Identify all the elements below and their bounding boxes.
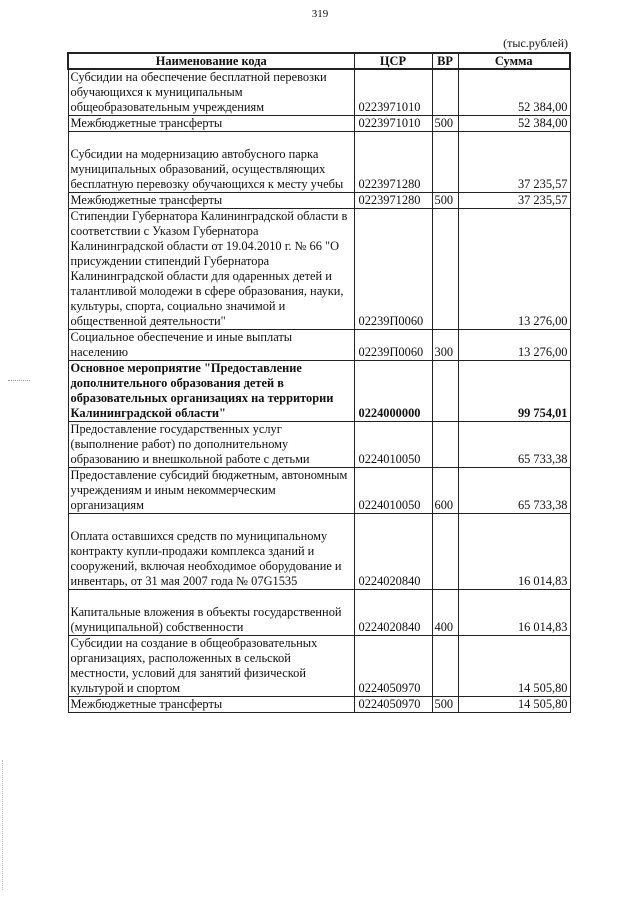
header-vr: ВР <box>432 53 458 69</box>
table-row <box>68 209 570 330</box>
row-csr-code: 0223971280 <box>354 193 432 209</box>
row-name: Основное мероприятие "Предоставление дополнительного образования детей в образовательных организациях на территории Калининградской области" <box>68 361 354 422</box>
row-csr-code: 0223971010 <box>354 69 432 116</box>
header-name: Наименование кода <box>68 53 354 69</box>
row-sum: 13 276,00 <box>458 209 570 330</box>
row-name: Межбюджетные трансферты <box>68 116 354 132</box>
row-vr-code <box>432 69 458 116</box>
row-sum: 65 733,38 <box>458 468 570 514</box>
units-label: (тыс.рублей) <box>503 36 568 50</box>
budget-table <box>67 52 571 713</box>
row-name: Оплата оставшихся средств по муниципальному контракту купли-продажи комплекса зданий и сооружений, включая необходимое оборудование и инвентарь, от 31 мая 2007 года № 07G1535 <box>68 514 354 590</box>
row-vr-code: 500 <box>432 193 458 209</box>
page-number: 319 <box>311 8 329 20</box>
row-sum: 13 276,00 <box>458 330 570 361</box>
row-csr-code: 0224050970 <box>354 697 432 713</box>
row-csr-code: 02239П0060 <box>354 209 432 330</box>
table-header-row <box>68 53 570 69</box>
row-csr-code: 0224000000 <box>354 361 432 422</box>
row-csr-code: 0223971280 <box>354 132 432 193</box>
row-vr-code <box>432 422 458 468</box>
row-sum: 14 505,80 <box>458 636 570 697</box>
row-sum: 14 505,80 <box>458 697 570 713</box>
row-csr-code: 0224020840 <box>354 514 432 590</box>
row-name: Капитальные вложения в объекты государственной (муниципальной) собственности <box>68 590 354 636</box>
row-csr-code: 0224010050 <box>354 422 432 468</box>
table-row <box>68 69 570 116</box>
table-row <box>68 132 570 193</box>
row-name: Межбюджетные трансферты <box>68 697 354 713</box>
row-name: Субсидии на обеспечение бесплатной перевозки обучающихся к муниципальным общеобразовательным учреждениям <box>68 69 354 116</box>
scan-edge-mark <box>2 760 15 890</box>
header-sum: Сумма <box>458 53 570 69</box>
row-name: Социальное обеспечение и иные выплаты населению <box>68 330 354 361</box>
row-name: Субсидии на создание в общеобразовательных организациях, расположенных в сельской местности, условий для занятий физической культурой и спортом <box>68 636 354 697</box>
row-vr-code <box>432 636 458 697</box>
row-csr-code: 0224020840 <box>354 590 432 636</box>
row-vr-code <box>432 361 458 422</box>
table-row <box>68 116 570 132</box>
table-row <box>68 468 570 514</box>
row-vr-code <box>432 514 458 590</box>
row-name: Стипендии Губернатора Калининградской области в соответствии с Указом Губернатора Калининградской области от 19.04.2010 г. № 66 "О присуждении стипендий Губернатора Калининградской области для одаренных детей и талантливой молодежи в сфере образования, науки, культуры, спорта, социально значимой и общественной деятельности" <box>68 209 354 330</box>
row-sum: 16 014,83 <box>458 590 570 636</box>
row-vr-code: 600 <box>432 468 458 514</box>
table-row <box>68 422 570 468</box>
header-csr: ЦСР <box>354 53 432 69</box>
table-body <box>68 69 570 713</box>
row-sum: 99 754,01 <box>458 361 570 422</box>
row-csr-code: 0224050970 <box>354 636 432 697</box>
table-row <box>68 193 570 209</box>
row-name: Межбюджетные трансферты <box>68 193 354 209</box>
margin-mark <box>8 380 30 381</box>
table-row <box>68 514 570 590</box>
row-sum: 37 235,57 <box>458 132 570 193</box>
table-row <box>68 697 570 713</box>
table-row <box>68 590 570 636</box>
row-sum: 52 384,00 <box>458 116 570 132</box>
row-csr-code: 02239П0060 <box>354 330 432 361</box>
row-csr-code: 0224010050 <box>354 468 432 514</box>
table-row <box>68 636 570 697</box>
row-sum: 16 014,83 <box>458 514 570 590</box>
row-csr-code: 0223971010 <box>354 116 432 132</box>
row-vr-code <box>432 132 458 193</box>
table-row <box>68 330 570 361</box>
row-sum: 65 733,38 <box>458 422 570 468</box>
row-vr-code: 500 <box>432 116 458 132</box>
row-name: Предоставление субсидий бюджетным, автономным учреждениям и иным некоммерческим организациям <box>68 468 354 514</box>
row-sum: 52 384,00 <box>458 69 570 116</box>
table-row <box>68 361 570 422</box>
row-vr-code: 500 <box>432 697 458 713</box>
row-name: Субсидии на модернизацию автобусного парка муниципальных образований, осуществляющих бесплатную перевозку обучающихся к месту учебы <box>68 132 354 193</box>
row-vr-code: 300 <box>432 330 458 361</box>
row-vr-code: 400 <box>432 590 458 636</box>
row-sum: 37 235,57 <box>458 193 570 209</box>
row-name: Предоставление государственных услуг (выполнение работ) по дополнительному образованию и внешкольной работе с детьми <box>68 422 354 468</box>
row-vr-code <box>432 209 458 330</box>
